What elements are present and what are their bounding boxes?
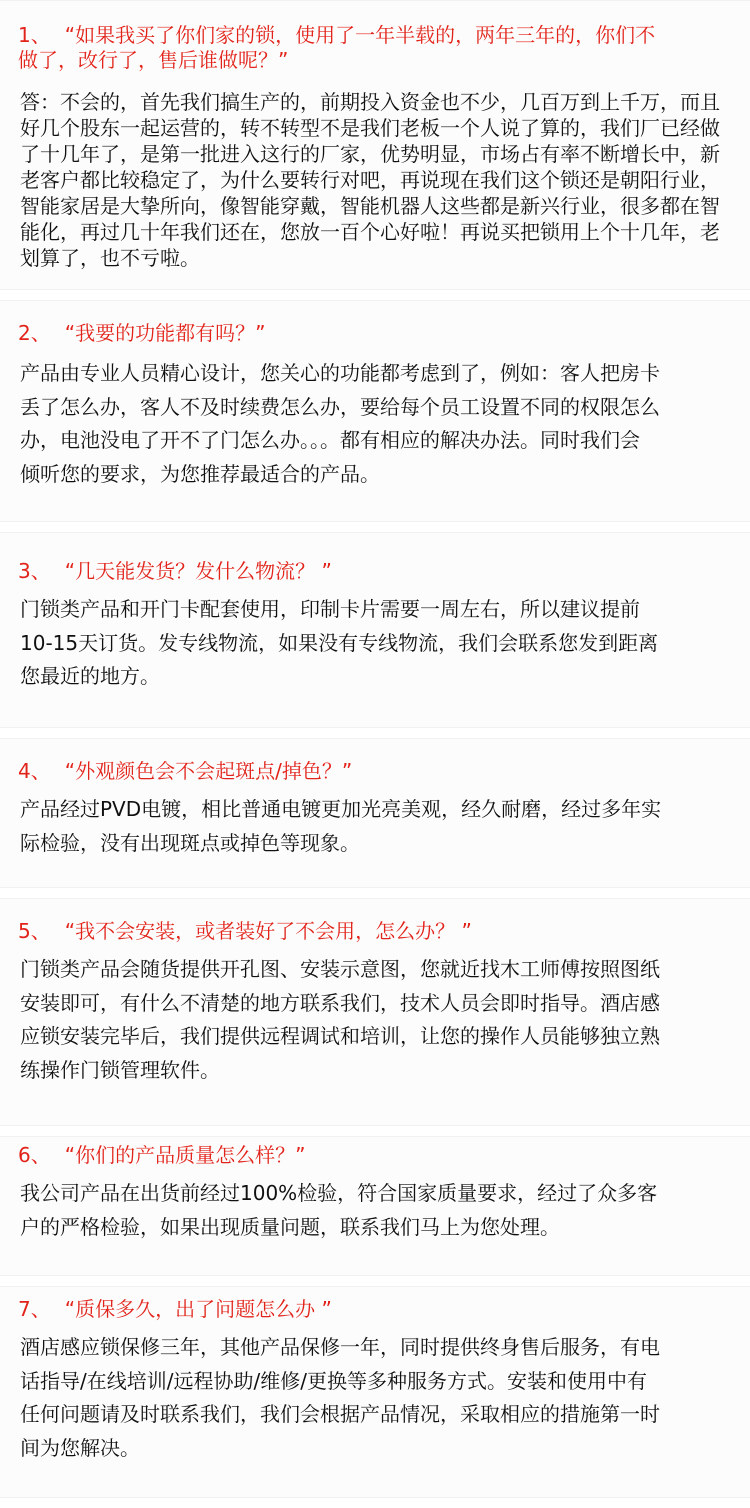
faq-question-5 — [18, 919, 472, 944]
faq-answer-7-line-3: 任何问题请及时联系我们，我们会根据产品情况，采取相应的措施第一时 — [20, 1402, 660, 1426]
faq-question-3 — [18, 559, 332, 584]
faq-answer-4 — [20, 793, 661, 860]
faq-number-7: 7、 — [18, 1297, 51, 1321]
faq-question-5-line-1: “我不会安装，或者装好了不会用，怎么办？ ” — [64, 919, 472, 943]
faq-answer-2-line-2: 丢了怎么办，客人不及时续费怎么办，要给每个员工设置不同的权限怎么 — [20, 394, 660, 419]
faq-answer-7-line-1: 酒店感应锁保修三年，其他产品保修一年，同时提供终身售后服务，有电 — [20, 1335, 660, 1359]
faq-item-4 — [0, 738, 750, 888]
faq-answer-6-line-2: 户的严格检验，如果出现质量问题，联系我们马上为您处理。 — [20, 1214, 560, 1239]
faq-answer-1-line-1: 答：不会的，首先我们搞生产的，前期投入资金也不少，几百万到上千万，而且 — [20, 90, 720, 114]
faq-item-7 — [0, 1286, 750, 1498]
faq-answer-5-line-1: 门锁类产品会随货提供开孔图、安装示意图，您就近找木工师傅按照图纸 — [20, 957, 660, 981]
faq-answer-2-line-1: 产品由专业人员精心设计，您关心的功能都考虑到了，例如：客人把房卡 — [20, 361, 660, 385]
faq-item-2 — [0, 300, 750, 522]
faq-answer-1-line-7: 划算了，也不亏啦。 — [20, 246, 200, 270]
faq-item-5 — [0, 898, 750, 1126]
faq-number-2: 2、 — [18, 321, 51, 345]
faq-answer-2 — [20, 357, 660, 491]
faq-answer-7 — [20, 1331, 660, 1465]
faq-answer-5 — [20, 953, 660, 1087]
faq-answer-5-line-3: 应锁安装完毕后，我们提供远程调试和培训，让您的操作人员能够独立熟 — [20, 1024, 660, 1048]
faq-question-6-line-1: “你们的产品质量怎么样？” — [64, 1143, 306, 1167]
faq-question-4 — [18, 759, 352, 784]
faq-answer-1-line-5: 智能家居是大挚所向，像智能穿戴，智能机器人这些都是新兴行业，很多都在智 — [20, 194, 720, 218]
faq-answer-7-line-2: 话指导/在线培训/远程协助/维修/更换等多种服务方式。安装和使用中有 — [20, 1368, 647, 1393]
faq-number-3: 3、 — [18, 559, 51, 583]
faq-question-1 — [18, 23, 655, 73]
faq-answer-4-line-2: 际检验，没有出现斑点或掉色等现象。 — [20, 830, 360, 855]
faq-answer-3-line-3: 您最近的地方。 — [20, 664, 160, 688]
faq-answer-1 — [20, 89, 720, 271]
faq-item-6 — [0, 1136, 750, 1276]
faq-question-4-line-1: “外观颜色会不会起斑点/掉色？” — [64, 759, 353, 783]
faq-question-6 — [18, 1143, 305, 1168]
faq-answer-1-line-3: 了十几年了，是第一批进入这行的厂家，优势明显，市场占有率不断增长中，新 — [20, 142, 720, 166]
faq-answer-4-line-1: 产品经过PVD电镀，相比普通电镀更加光亮美观，经久耐磨，经过多年实 — [20, 797, 662, 821]
faq-question-1-line-1: “如果我买了你们家的锁，使用了一年半载的，两年三年的，你们不 — [64, 23, 656, 47]
faq-answer-3-line-2: 10-15天订货。发专线物流，如果没有专线物流，我们会联系您发到距离 — [20, 630, 659, 655]
faq-question-3-line-1: “几天能发货？发什么物流？ ” — [64, 559, 332, 583]
faq-number-5: 5、 — [18, 919, 51, 943]
faq-answer-1-line-4: 老客户都比较稳定了，为什么要转行对吧，再说现在我们这个锁还是朝阳行业， — [20, 168, 720, 192]
faq-question-7 — [18, 1297, 332, 1322]
faq-question-2 — [18, 321, 265, 346]
faq-answer-2-line-3: 办，电池没电了开不了门怎么办。。。都有相应的解决办法。同时我们会 — [20, 428, 640, 452]
faq-question-1-line-2: 做了，改行了，售后谁做呢？” — [18, 48, 289, 72]
faq-number-6: 6、 — [18, 1143, 51, 1167]
faq-answer-1-line-2: 好几个股东一起运营的，转不转型不是我们老板一个人说了算的，我们厂已经做 — [20, 116, 720, 140]
faq-answer-6 — [20, 1177, 657, 1244]
faq-answer-5-line-2: 安装即可，有什么不清楚的地方联系我们，技术人员会即时指导。酒店感 — [20, 990, 660, 1015]
faq-question-7-line-1: “质保多久，出了问题怎么办 ” — [64, 1297, 332, 1321]
faq-number-4: 4、 — [18, 759, 51, 783]
faq-answer-2-line-4: 倾听您的要求，为您推荐最适合的产品。 — [20, 461, 380, 486]
faq-number-1: 1、 — [18, 23, 51, 47]
faq-answer-7-line-4: 间为您解决。 — [20, 1435, 140, 1460]
faq-answer-6-line-1: 我公司产品在出货前经过100%检验，符合国家质量要求，经过了众多客 — [20, 1181, 658, 1205]
faq-answer-5-line-4: 练操作门锁管理软件。 — [20, 1057, 220, 1082]
faq-answer-3-line-1: 门锁类产品和开门卡配套使用，印制卡片需要一周左右，所以建议提前 — [20, 597, 640, 621]
faq-answer-3 — [20, 593, 658, 694]
faq-item-3 — [0, 532, 750, 728]
faq-answer-1-line-6: 能化，再过几十年我们还在，您放一百个心好啦！再说买把锁用上个十几年，老 — [20, 220, 720, 244]
faq-item-1 — [0, 0, 750, 290]
faq-question-2-line-1: “我要的功能都有吗？” — [64, 321, 266, 345]
